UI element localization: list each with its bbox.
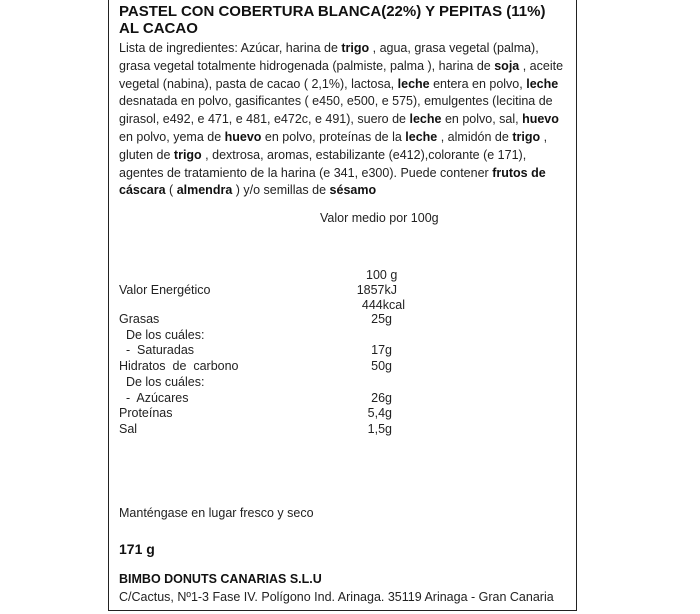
ingredients-list xyxy=(119,40,571,200)
allergen-text: trigo xyxy=(173,147,202,162)
allergen-text: leche xyxy=(526,76,559,91)
nutrition-row-value: 1,5g xyxy=(367,421,392,436)
allergen-text: almendra xyxy=(176,183,233,198)
nutrition-row-label: Hidratos de carbono xyxy=(119,359,239,374)
ingredient-text: , dextrosa, aromas, estabilizante (e412),colorante (e 171), agentes de tratamiento de la harina (e 341, e300). Puede contener xyxy=(119,147,527,180)
ingredient-text: , aceite vegetal (nabina), pasta de cacao ( 2,1%), lactosa, xyxy=(119,58,564,91)
nutrition-row-value: 25g xyxy=(371,312,392,326)
nutrition-row-label: Proteínas xyxy=(119,406,173,421)
ingredient-text: ( xyxy=(165,183,177,198)
allergen-text: soja xyxy=(494,58,520,73)
nutrition-header: Valor medio por 100g xyxy=(320,211,439,225)
allergen-text: leche xyxy=(405,129,438,144)
nutrition-column-header: 100 g xyxy=(366,268,398,282)
nutrition-row-value: 17g xyxy=(371,343,392,358)
nutrition-row-value: 26g xyxy=(371,390,392,405)
ingredient-text: desnatada en polvo, gasificantes ( e450, e500, e 575), emulgentes (lecitina de girasol, e492, e 471, e 481, e472c, e 491), suero de xyxy=(119,94,553,127)
ingredient-text: , agua, grasa vegetal (palma), grasa vegetal totalmente hidrogenada (palmiste, palma ), harina de xyxy=(119,41,539,73)
allergen-text: huevo xyxy=(522,112,559,127)
product-title-line2: AL CACAO xyxy=(119,20,198,37)
ingredient-text: , almidón de xyxy=(437,129,513,144)
product-title-line1: PASTEL CON COBERTURA BLANCA(22%) Y PEPITAS (11%) xyxy=(119,3,546,20)
allergen-text: leche xyxy=(409,112,442,127)
nutrition-row-label: - Saturadas xyxy=(119,343,195,358)
ingredient-text: ) y/o semillas de xyxy=(232,183,330,198)
ingredient-text: en polvo, proteínas de la xyxy=(261,129,406,144)
allergen-text: trigo xyxy=(341,41,370,55)
allergen-text: leche xyxy=(397,76,430,91)
nutrition-row-label: Grasas xyxy=(119,312,160,326)
company-name: BIMBO DONUTS CANARIAS S.L.U xyxy=(119,572,322,586)
energy-label: Valor Energético xyxy=(119,283,211,297)
net-weight: 171 g xyxy=(119,541,155,557)
ingredient-text: en polvo, yema de xyxy=(119,129,225,144)
allergen-text: frutos de cáscara xyxy=(119,165,546,198)
nutrition-row-label: De los cuáles: xyxy=(119,374,205,389)
allergen-text: sésamo xyxy=(329,183,377,198)
ingredient-text: , gluten de xyxy=(119,129,548,162)
ingredient-text: entera en polvo, xyxy=(429,76,527,91)
nutrition-row-label: - Azúcares xyxy=(119,390,189,405)
energy-kcal: 444kcal xyxy=(361,298,405,312)
nutrition-row-label: De los cuáles: xyxy=(119,327,205,342)
ingredient-text: en polvo, sal, xyxy=(441,112,523,127)
nutrition-row-label: Sal xyxy=(119,421,138,436)
allergen-text: huevo xyxy=(224,129,262,144)
allergen-text: trigo xyxy=(512,129,541,144)
company-address: C/Cactus, Nº1-3 Fase IV. Polígono Ind. Arinaga. 35119 Arinaga - Gran Canaria xyxy=(119,590,554,604)
energy-kj: 1857kJ xyxy=(356,283,397,297)
storage-note: Manténgase en lugar fresco y seco xyxy=(119,506,314,520)
ingredient-text: Lista de ingredientes: Azúcar, harina de xyxy=(119,41,342,55)
nutrition-row-value: 50g xyxy=(371,359,392,374)
nutrition-row-value: 5,4g xyxy=(367,406,392,421)
